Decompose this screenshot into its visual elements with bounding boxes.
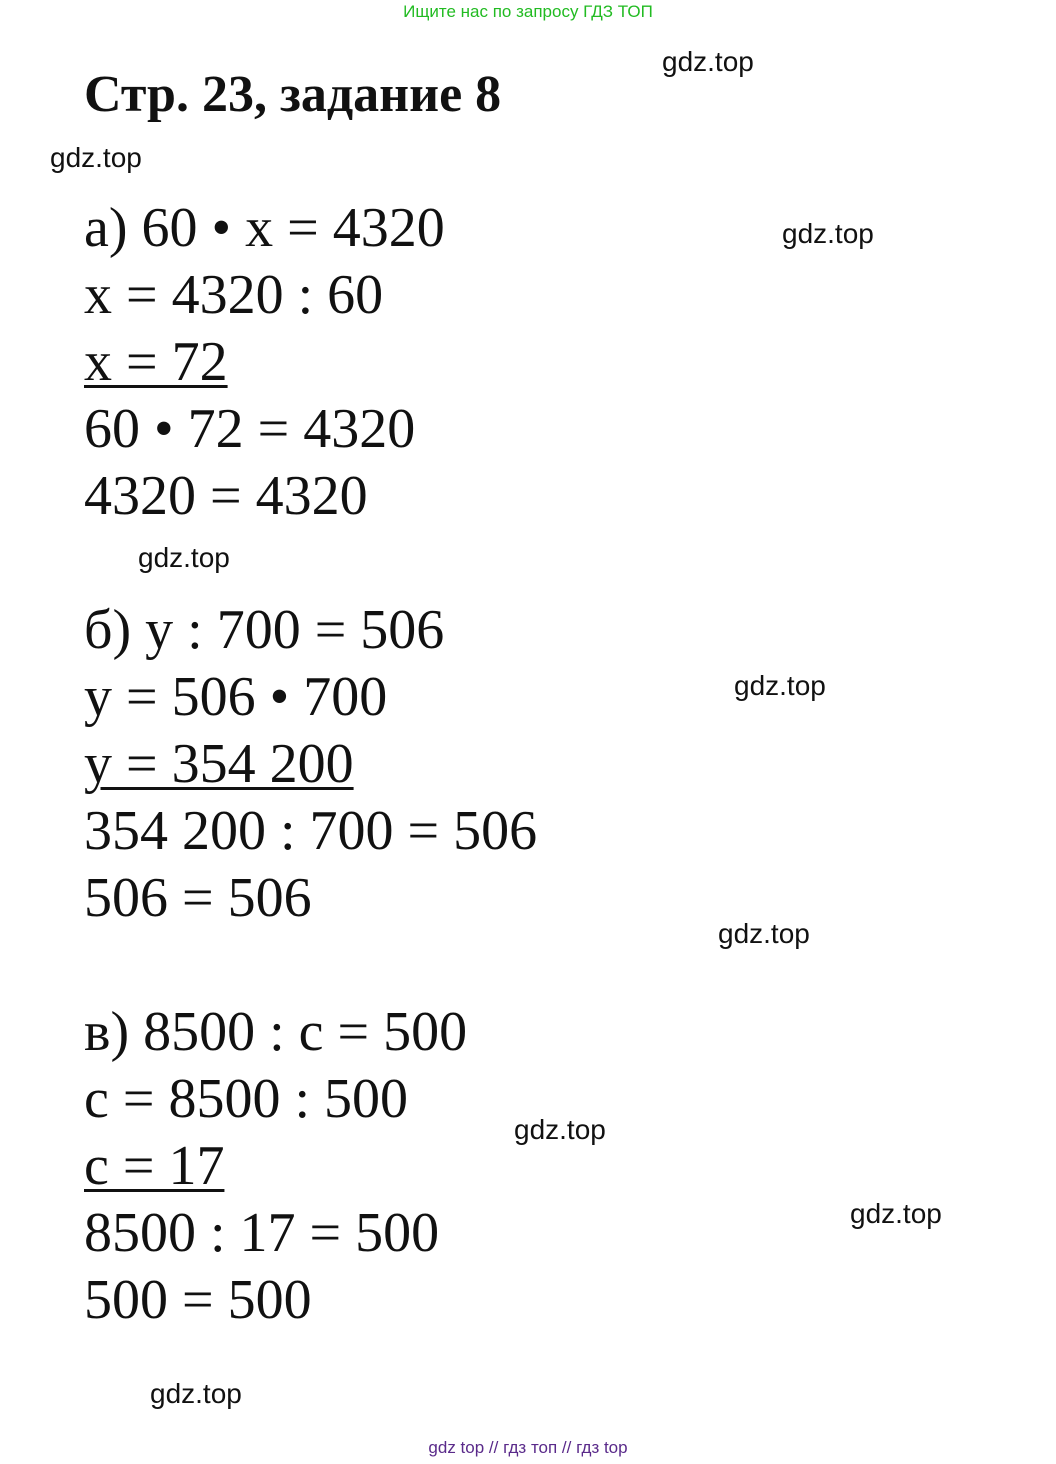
check-line: 8500 : 17 = 500 — [84, 1202, 440, 1264]
header-note: Ищите нас по запросу ГДЗ ТОП — [403, 2, 653, 21]
watermark: gdz.top — [734, 670, 826, 701]
equation-line: с = 8500 : 500 — [84, 1068, 408, 1130]
check-line: 60 • 72 = 4320 — [84, 398, 416, 460]
equation-line: а) 60 • x = 4320 — [84, 197, 445, 259]
equation-line: б) у : 700 = 506 — [84, 599, 445, 661]
watermark: gdz.top — [514, 1114, 606, 1145]
watermark: gdz.top — [850, 1198, 942, 1229]
answer-line: с = 17 — [84, 1135, 225, 1197]
answer-line: x = 72 — [84, 331, 228, 393]
watermark: gdz.top — [138, 542, 230, 573]
page-title: Стр. 23, задание 8 — [84, 66, 502, 123]
check-line: 354 200 : 700 = 506 — [84, 800, 538, 862]
equation-line: в) 8500 : с = 500 — [84, 1001, 468, 1063]
watermark: gdz.top — [718, 918, 810, 949]
equation-line: у = 506 • 700 — [84, 666, 388, 728]
watermark: gdz.top — [50, 142, 142, 173]
watermark: gdz.top — [782, 218, 874, 249]
watermark: gdz.top — [662, 46, 754, 77]
check-line: 500 = 500 — [84, 1269, 312, 1331]
check-line: 4320 = 4320 — [84, 465, 368, 527]
equation-line: x = 4320 : 60 — [84, 264, 384, 326]
answer-line: у = 354 200 — [84, 733, 354, 795]
footer-note: gdz top // гдз топ // гдз top — [428, 1438, 628, 1457]
check-line: 506 = 506 — [84, 867, 312, 929]
watermark: gdz.top — [150, 1378, 242, 1409]
